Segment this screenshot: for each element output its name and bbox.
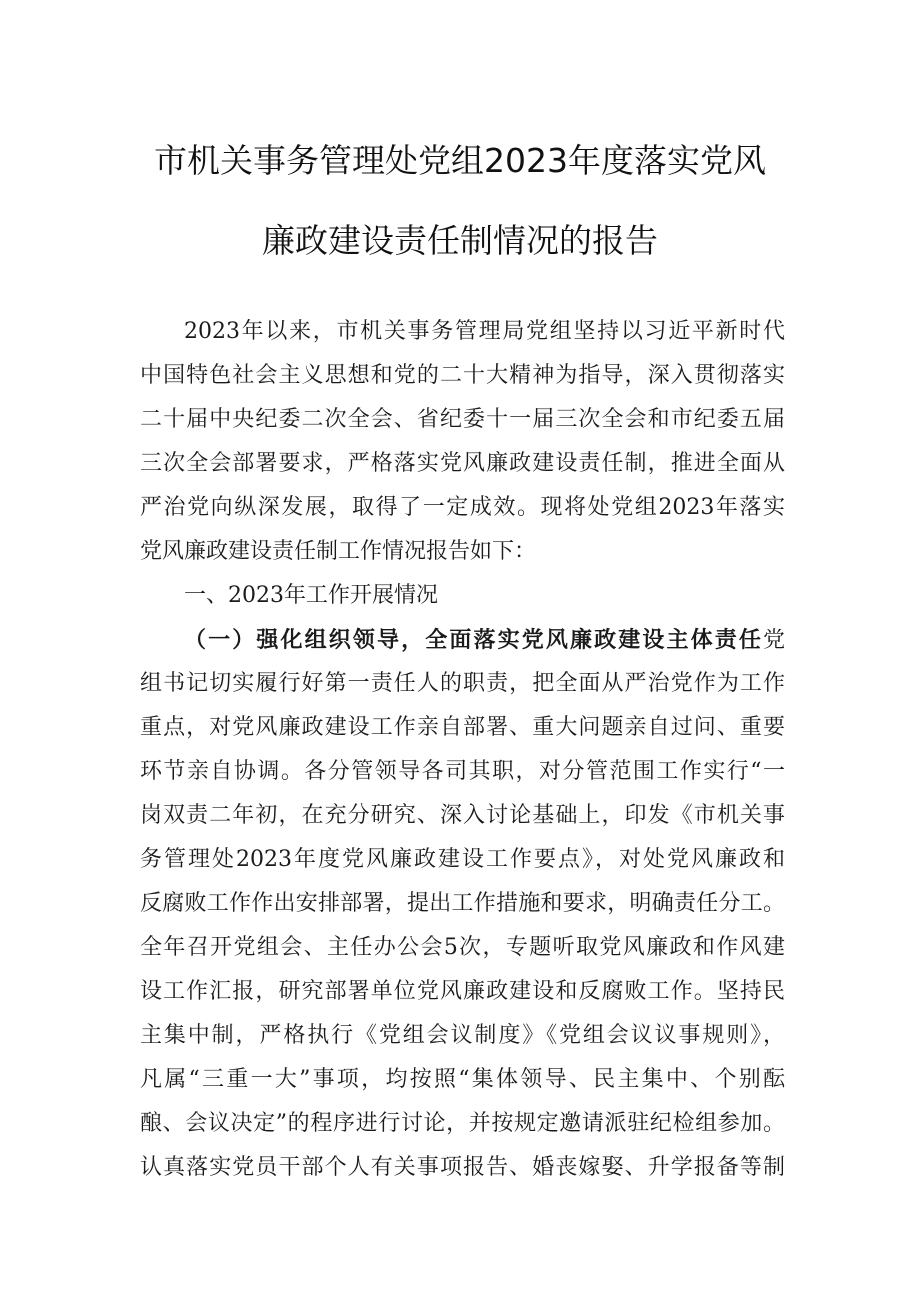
body-line-11: 酿、会议决定”的程序进行讨论，并按规定邀请派驻纪检组参加。 [140, 1111, 785, 1136]
intro-line-5: 严治党向纵深发展，取得了一定成效。现将处党组2023年落实 [140, 495, 785, 520]
section-heading-1-text: 年工作开展情况 [284, 583, 439, 608]
body-line-6: 反腐败工作作出安排部署，提出工作措施和要求，明确责任分工。 [140, 891, 785, 916]
body-line-5: 务管理处2023年度党风廉政建设工作要点》，对处党风廉政和 [140, 847, 785, 872]
body-line-3: 环节亲自协调。各分管领导各司其职，对分管范围工作实行“一 [140, 759, 785, 784]
body-line-12: 认真落实党员干部个人有关事项报告、婚丧嫁娶、升学报备等制 [140, 1155, 785, 1180]
subsection-1-heading-tail: 党 [762, 628, 785, 653]
intro-line-3: 二十届中央纪委二次全会、省纪委十一届三次全会和市纪委五届 [140, 407, 785, 432]
section-heading-1 [184, 574, 438, 618]
body-line-1: 组书记切实履行好第一责任人的职责，把全面从严治党作为工作 [140, 671, 785, 696]
subsection-1-heading: （一）强化组织领导，全面落实党风廉政建设主体责任 [184, 627, 763, 653]
body-line-4: 岗双责二年初，在充分研究、深入讨论基础上，印发《市机关事 [140, 803, 785, 828]
body-line-7: 全年召开党组会、主任办公会5次，专题听取党风廉政和作风建 [140, 935, 785, 960]
subsection-1-first-line [184, 618, 785, 662]
document-title-line-2: 廉政建设责任制情况的报告 [262, 221, 658, 260]
intro-line-6: 党风廉政建设责任制工作情况报告如下： [140, 539, 537, 564]
body-line-9: 主集中制，严格执行《党组会议制度》《党组会议议事规则》， [140, 1023, 785, 1048]
document-title-line-1: 市机关事务管理处党组2023年度落实党风 [154, 141, 766, 180]
intro-line-1: 2023年以来，市机关事务管理局党组坚持以习近平新时代 [184, 319, 785, 344]
intro-line-4: 三次全会部署要求，严格落实党风廉政建设责任制，推进全面从 [140, 451, 785, 476]
body-line-8: 设工作汇报，研究部署单位党风廉政建设和反腐败工作。坚持民 [140, 979, 785, 1004]
body-line-10: 凡属“三重一大”事项，均按照“集体领导、民主集中、个别酝 [140, 1067, 785, 1092]
body-line-2: 重点，对党风廉政建设工作亲自部署、重大问题亲自过问、重要 [140, 715, 785, 740]
section-heading-1-number: 一、2023 [184, 583, 284, 608]
intro-line-2: 中国特色社会主义思想和党的二十大精神为指导，深入贯彻落实 [140, 363, 785, 388]
